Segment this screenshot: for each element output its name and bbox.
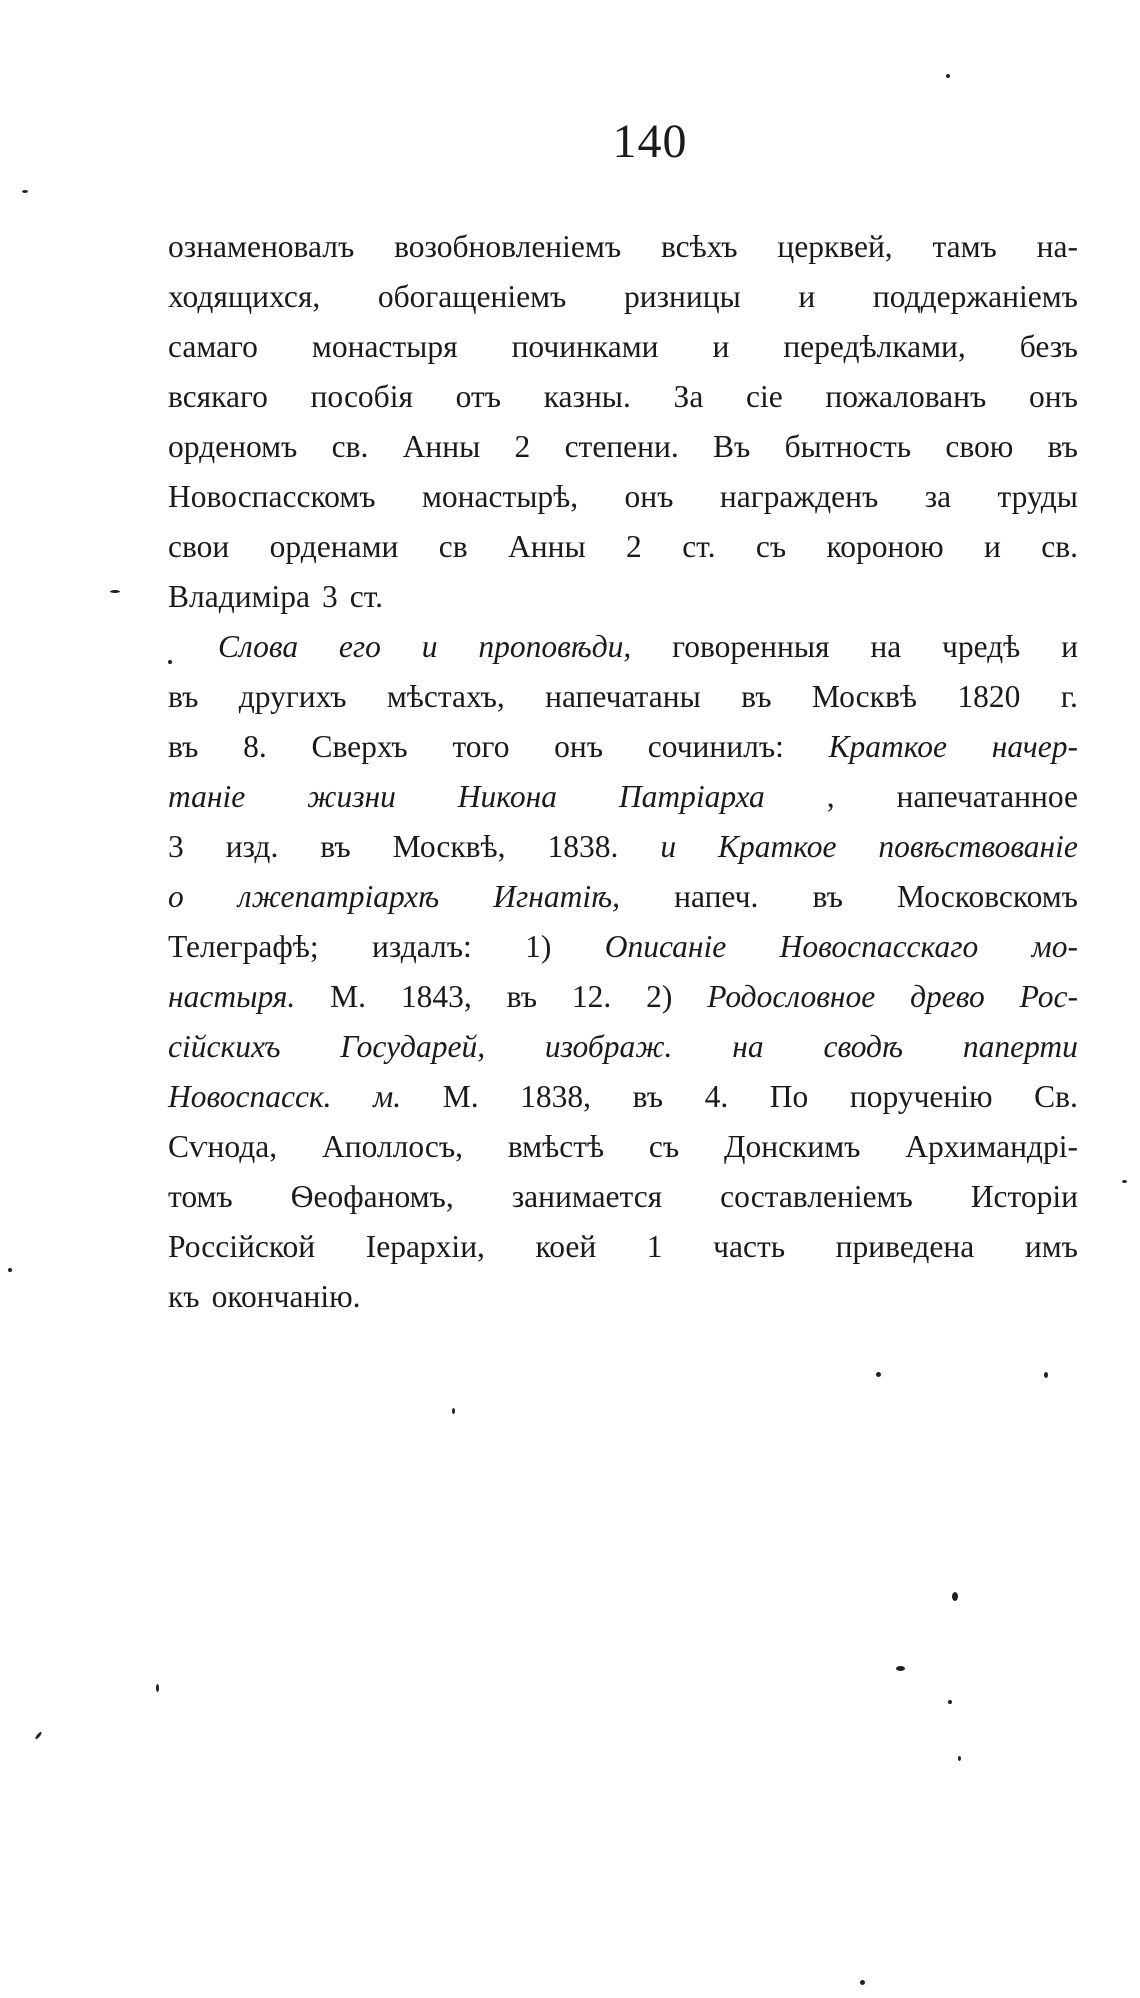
text-line: [168, 1122, 1078, 1172]
text-line: [168, 672, 1078, 722]
italic-word: Государей,: [340, 1029, 486, 1064]
scan-speck: [1044, 1372, 1048, 1378]
word: коей: [535, 1229, 597, 1264]
word: онъ: [554, 729, 604, 764]
word: и: [712, 329, 730, 364]
text-line: [168, 1172, 1078, 1222]
word: чредѣ: [942, 629, 1021, 664]
word: 8.: [243, 729, 267, 764]
text-line: [168, 1272, 1078, 1322]
word: тамъ: [932, 229, 997, 264]
word: степени.: [564, 429, 679, 464]
italic-word: Описаніе: [604, 929, 727, 964]
word: поддержаніемъ: [872, 279, 1078, 314]
word: 1: [646, 1229, 663, 1264]
word: монастырѣ,: [421, 479, 579, 514]
word: составленіемъ: [720, 1179, 913, 1214]
text-line: [168, 822, 1078, 872]
scan-speck: [22, 190, 28, 193]
word: монастыря: [311, 329, 458, 364]
word: въ: [1047, 429, 1078, 464]
word: безъ: [1019, 329, 1078, 364]
scan-speck: [34, 1731, 42, 1740]
word: г.: [1060, 679, 1078, 714]
word: ходящихся,: [168, 279, 321, 314]
text-line: [168, 222, 1078, 272]
word: Архимандрі-: [905, 1129, 1078, 1164]
scan-speck: [876, 1372, 881, 1377]
paragraph-2: [168, 622, 1078, 1322]
text-line: [168, 522, 1078, 572]
italic-word: Игнатіѣ,: [493, 879, 621, 914]
word: Новоспасскомъ: [168, 479, 376, 514]
word: 12.: [571, 979, 612, 1014]
italic-word: м.: [373, 1079, 402, 1114]
word: Ѳеофаномъ,: [290, 1179, 454, 1214]
italic-word: Патріарха: [618, 779, 765, 814]
word: всѣхъ: [660, 229, 738, 264]
word: Исторіи: [970, 1179, 1078, 1214]
word: Донскимъ: [723, 1129, 861, 1164]
italic-word: лжепатріархѣ: [237, 879, 440, 914]
word: орденомъ: [168, 429, 298, 464]
word: пожалованъ: [825, 379, 987, 414]
word: на-: [1036, 229, 1078, 264]
italic-word: древо: [910, 979, 985, 1014]
text-line: [168, 422, 1078, 472]
word: въ: [632, 1079, 664, 1114]
italic-word: и: [660, 829, 677, 864]
word: 2: [626, 529, 642, 564]
italic-word: Новоспасскаго: [779, 929, 979, 964]
word: свои: [168, 529, 230, 564]
italic-word: начер-: [991, 729, 1078, 764]
word: напеч.: [674, 879, 759, 914]
word: съ: [648, 1129, 680, 1164]
word: за: [924, 479, 952, 514]
text-line: [168, 572, 1078, 622]
word: починками: [511, 329, 659, 364]
text-line: [168, 772, 1078, 822]
word: ст.: [682, 529, 716, 564]
word: труды: [997, 479, 1078, 514]
word: въ: [320, 829, 351, 864]
word: Московскомъ: [897, 879, 1078, 914]
word: съ: [755, 529, 787, 564]
word: свою: [945, 429, 1014, 464]
word: занимается: [511, 1179, 663, 1214]
word: говоренныя: [672, 629, 830, 664]
word: М.: [330, 979, 367, 1014]
word: 1): [525, 929, 552, 964]
text-line: [168, 1222, 1078, 1272]
word: передѣлками,: [783, 329, 966, 364]
word: и: [1061, 629, 1078, 664]
word: Владиміра: [168, 579, 311, 614]
word: орденами: [269, 529, 399, 564]
word: Москвѣ: [811, 679, 917, 714]
italic-word: проповѣди,: [478, 629, 632, 664]
word: За: [673, 379, 704, 414]
word: мѣстахъ,: [386, 679, 505, 714]
word: сочинилъ:: [647, 729, 784, 764]
scan-speck: [946, 74, 950, 78]
word: 3: [168, 829, 184, 864]
text-line: [168, 272, 1078, 322]
word: вмѣстѣ: [507, 1129, 605, 1164]
word: награжденъ: [719, 479, 879, 514]
word: пособія: [310, 379, 413, 414]
word: и: [798, 279, 816, 314]
word: имъ: [1024, 1229, 1078, 1264]
word: св: [438, 529, 468, 564]
word: самаго: [168, 329, 258, 364]
text-line: [168, 472, 1078, 522]
italic-word: Родословное: [707, 979, 876, 1014]
word: въ: [812, 879, 843, 914]
scan-speck: [110, 590, 120, 593]
word: 2): [646, 979, 673, 1014]
italic-word: жизни: [307, 779, 396, 814]
italic-word: таніе: [168, 779, 246, 814]
text-line: [168, 1022, 1078, 1072]
word: ,: [826, 779, 835, 814]
italic-word: Рос-: [1019, 979, 1078, 1014]
word: въ: [168, 729, 199, 764]
word: Іерархіи,: [365, 1229, 485, 1264]
word: издалъ:: [371, 929, 472, 964]
italic-word: сводѣ: [823, 1029, 904, 1064]
scan-speck: [948, 1700, 952, 1704]
word: томъ: [168, 1179, 233, 1214]
word: ст.: [349, 579, 384, 614]
scan-speck: [952, 1592, 958, 1601]
word: Аполлосъ,: [321, 1129, 464, 1164]
scan-speck: [168, 660, 172, 664]
word: въ: [506, 979, 538, 1014]
word: казны.: [543, 379, 631, 414]
word: часть: [713, 1229, 786, 1264]
word: М.: [442, 1079, 479, 1114]
word: порученію: [849, 1079, 993, 1114]
text-line: [168, 622, 1078, 672]
word: 4.: [704, 1079, 729, 1114]
italic-word: Никона: [457, 779, 557, 814]
word: сіе: [746, 379, 783, 414]
italic-word: о: [168, 879, 184, 914]
italic-word: Краткое: [828, 729, 948, 764]
italic-word: мо-: [1031, 929, 1078, 964]
word: на: [870, 629, 902, 664]
word: 2: [514, 429, 531, 464]
italic-word: Краткое: [718, 829, 837, 864]
word: возобновленіемъ: [394, 229, 622, 264]
text-line: [168, 372, 1078, 422]
word: въ: [168, 679, 199, 714]
italic-word: на: [732, 1029, 764, 1064]
italic-word: сійскихъ: [168, 1029, 281, 1064]
word: 1838.: [547, 829, 619, 864]
scan-speck: [452, 1408, 455, 1414]
text-line: [168, 322, 1078, 372]
scan-speck: [8, 1268, 12, 1272]
text-line: [168, 1072, 1078, 1122]
word: 1838,: [520, 1079, 592, 1114]
word: короною: [826, 529, 944, 564]
word: обогащеніемъ: [377, 279, 567, 314]
text-line: [168, 872, 1078, 922]
word: Телеграфѣ;: [168, 929, 319, 964]
text-line: [168, 972, 1078, 1022]
scan-speck: [860, 1980, 865, 1985]
italic-word: его: [338, 629, 381, 664]
word: св.: [1041, 529, 1078, 564]
word: ознаменовалъ: [168, 229, 355, 264]
italic-word: Новоспасск.: [168, 1079, 332, 1114]
italic-word: повѣствованіе: [878, 829, 1078, 864]
italic-word: и: [421, 629, 438, 664]
text-line: [168, 922, 1078, 972]
word: 1820: [957, 679, 1021, 714]
word: того: [452, 729, 510, 764]
word: всякаго: [168, 379, 268, 414]
word: Св.: [1034, 1079, 1078, 1114]
scan-speck: [958, 1756, 961, 1761]
word: 1843,: [400, 979, 472, 1014]
word: Анны: [508, 529, 586, 564]
word: напечатаны: [545, 679, 701, 714]
word: Въ: [713, 429, 751, 464]
word: церквей,: [777, 229, 893, 264]
word: приведена: [835, 1229, 975, 1264]
word: окончанію.: [211, 1279, 361, 1314]
word: онъ: [1029, 379, 1078, 414]
word: отъ: [455, 379, 502, 414]
word: Сверхъ: [311, 729, 408, 764]
word: онъ: [624, 479, 674, 514]
italic-word: изображ.: [544, 1029, 673, 1064]
body-text: [168, 222, 1078, 1322]
scan-speck: [156, 1684, 159, 1692]
italic-word: Слова: [218, 629, 299, 664]
word: бытность: [784, 429, 912, 464]
word: Москвѣ,: [392, 829, 506, 864]
word: Россійской: [168, 1229, 316, 1264]
word: къ: [168, 1279, 200, 1314]
word: напечатанное: [896, 779, 1078, 814]
word: въ: [741, 679, 772, 714]
word: 3: [322, 579, 338, 614]
paragraph-1: [168, 222, 1078, 622]
word: и: [984, 529, 1001, 564]
word: Сѵнода,: [168, 1129, 278, 1164]
word: ризницы: [623, 279, 741, 314]
page-number: 140: [612, 115, 688, 168]
italic-word: настыря.: [168, 979, 296, 1014]
word: По: [769, 1079, 809, 1114]
word: св.: [331, 429, 369, 464]
word: другихъ: [238, 679, 347, 714]
scan-speck: [1122, 1180, 1127, 1183]
word: Анны: [402, 429, 481, 464]
scan-speck: [896, 1666, 905, 1671]
italic-word: паперти: [962, 1029, 1078, 1064]
word: изд.: [225, 829, 279, 864]
text-line: [168, 722, 1078, 772]
